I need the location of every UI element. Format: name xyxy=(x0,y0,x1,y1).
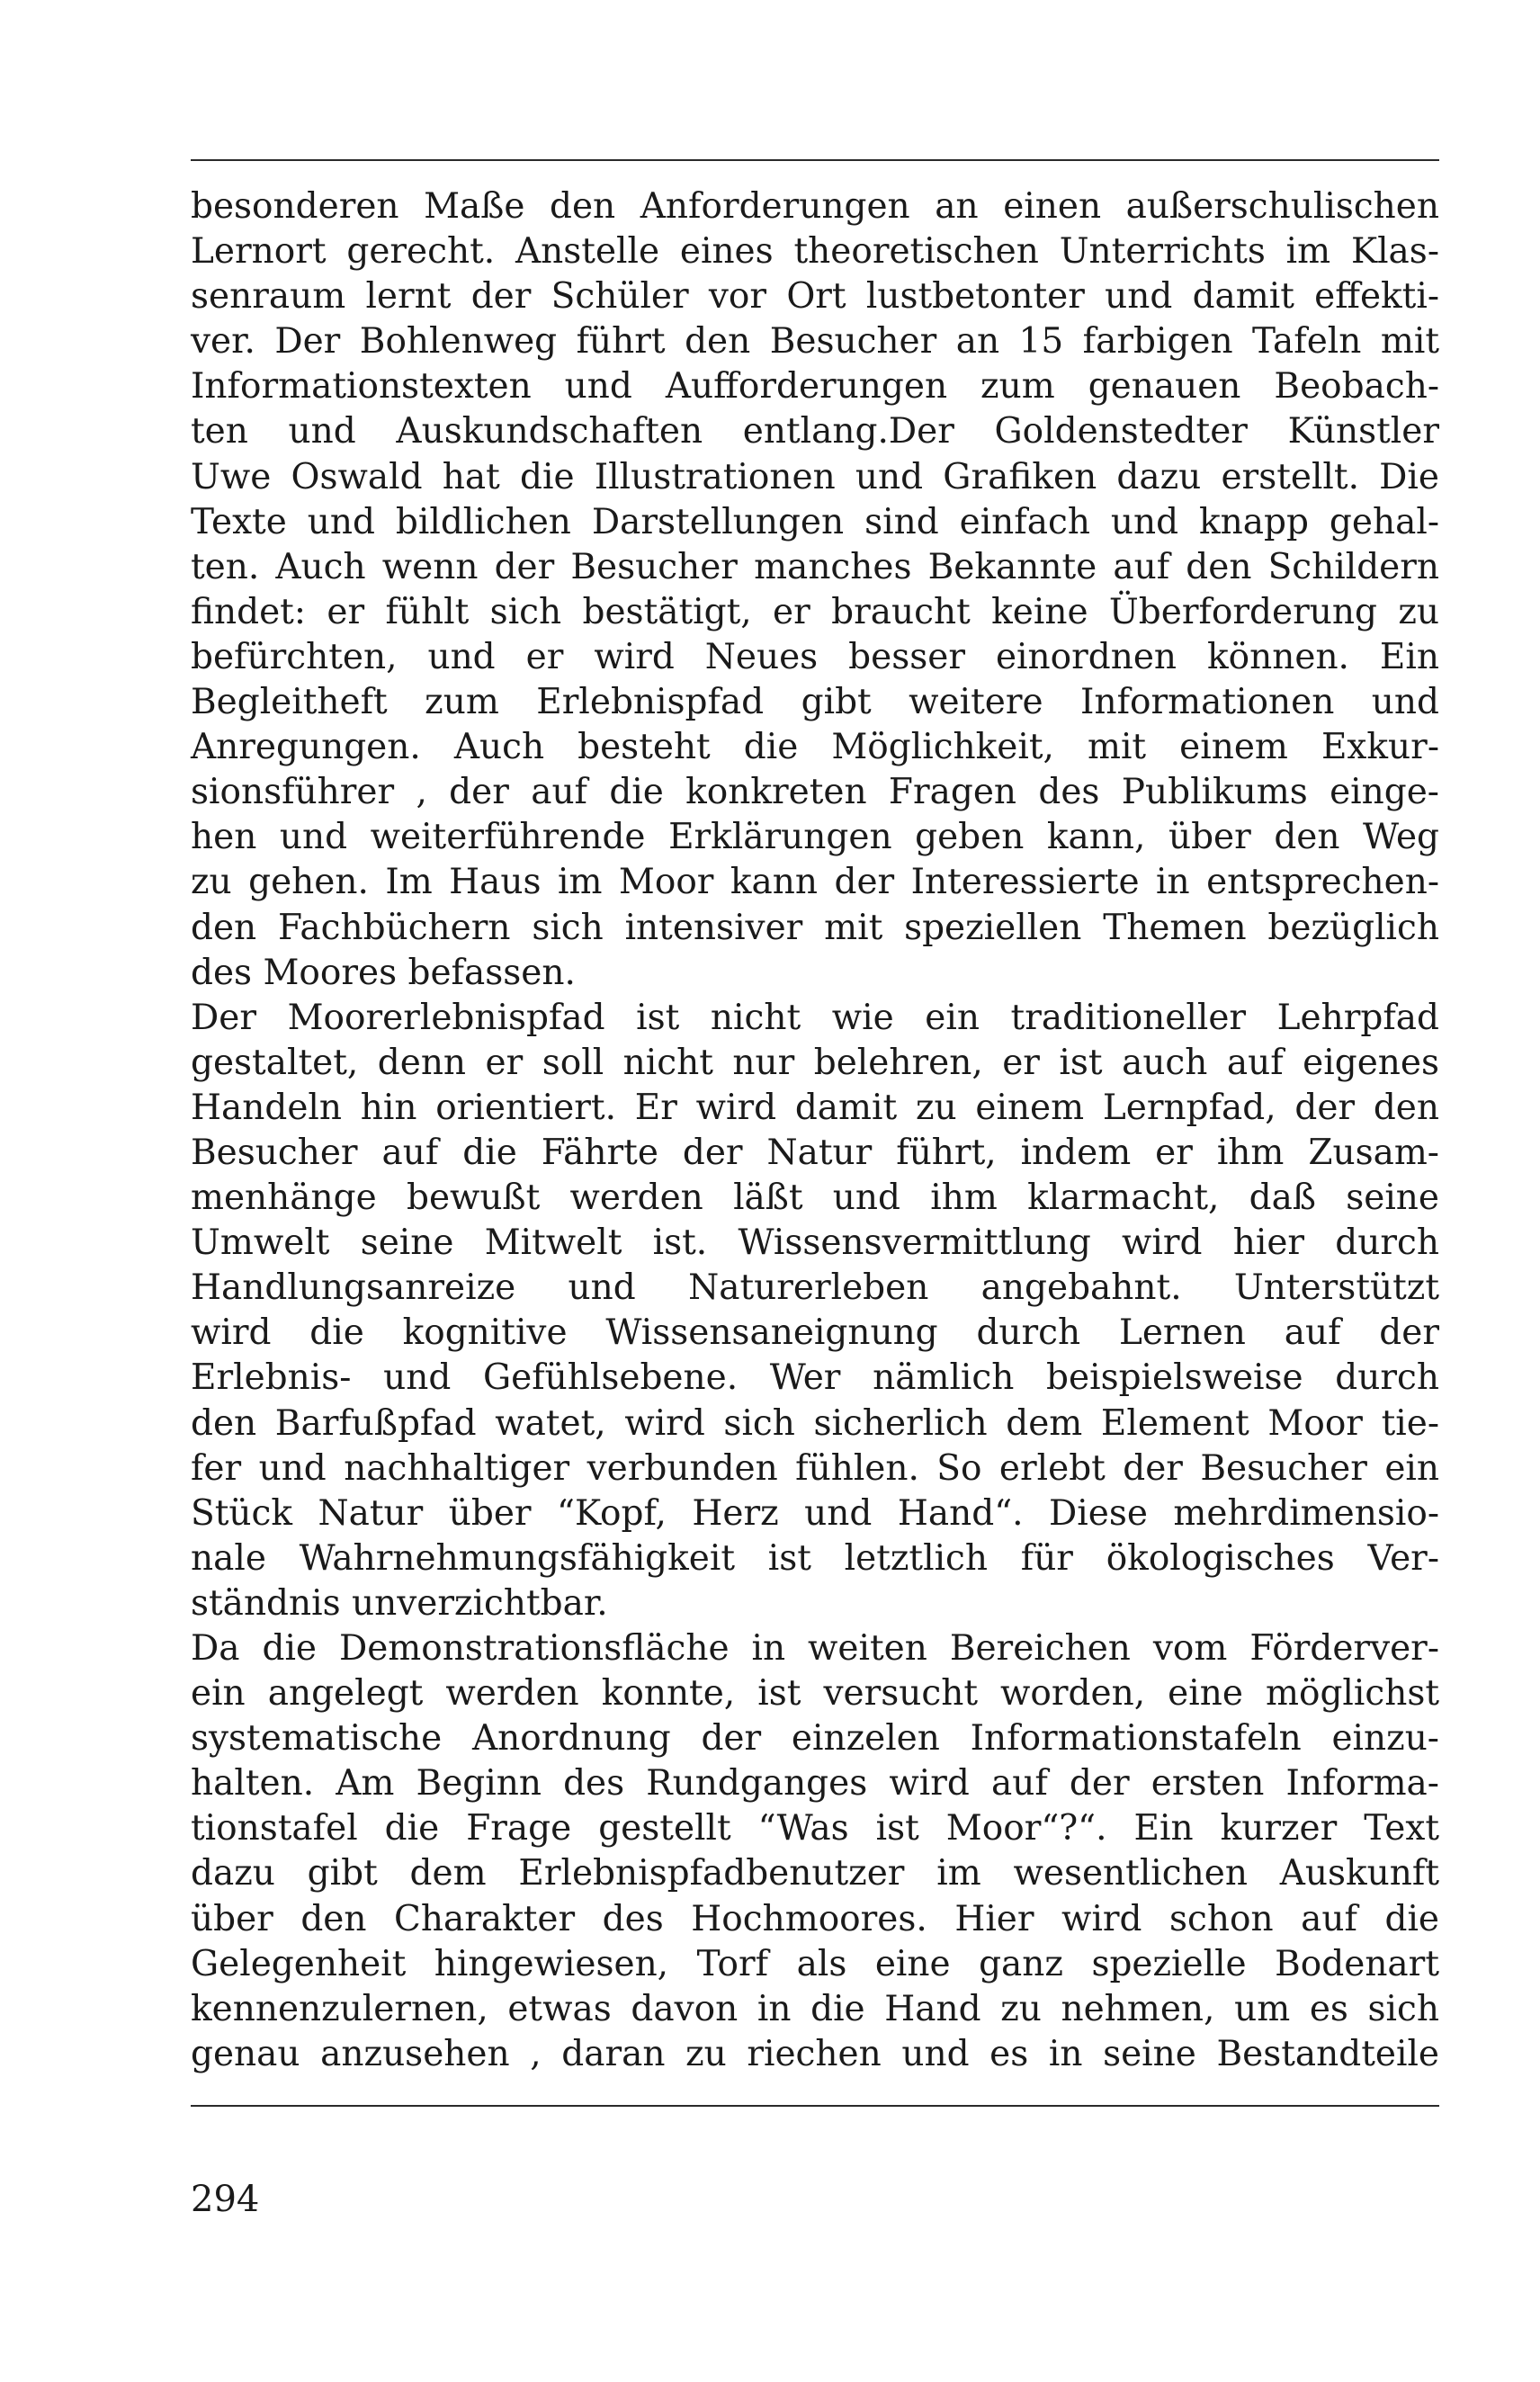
text-line: tionstafel die Frage gestellt “Was ist Moor“?“. Ein kurzer Text xyxy=(191,1808,1439,1849)
text-line: Gelegenheit hingewiesen, Torf als eine ganz spezielle Bodenart xyxy=(191,1943,1439,1984)
text-line: ver. Der Bohlenweg führt den Besucher an 15 farbigen Tafeln mit xyxy=(191,321,1439,363)
text-line: nale Wahrnehmungsfähigkeit ist letztlich für ökologisches Ver- xyxy=(191,1537,1439,1579)
text-line: Informationstexten und Aufforderungen zum genauen Beobach- xyxy=(191,366,1439,407)
text-line: Umwelt seine Mitwelt ist. Wissensvermittlung wird hier durch xyxy=(191,1222,1439,1264)
text-line: ein angelegt werden konnte, ist versucht worden, eine möglichst xyxy=(191,1673,1439,1715)
text-line: kennenzulernen, etwas davon in die Hand zu nehmen, um es sich xyxy=(191,1988,1439,2029)
text-line: hen und weiterführende Erklärungen geben kann, über den Weg xyxy=(191,817,1439,858)
text-line: Handlungsanreize und Naturerleben angebahnt. Unterstützt xyxy=(191,1267,1439,1309)
text-line: findet: er fühlt sich bestätigt, er braucht keine Überforderung zu xyxy=(191,591,1439,632)
text-line: Besucher auf die Fährte der Natur führt, indem er ihm Zusam- xyxy=(191,1132,1439,1173)
text-line: Handeln hin orientiert. Er wird damit zu einem Lernpfad, der den xyxy=(191,1087,1439,1128)
text-line: besonderen Maße den Anforderungen an einen außerschulischen xyxy=(191,186,1439,227)
text-line: wird die kognitive Wissensaneignung durch Lernen auf der xyxy=(191,1312,1439,1354)
text-line: Da die Demonstrationsfläche in weiten Bereichen vom Förderver- xyxy=(191,1628,1439,1669)
text-line: ten. Auch wenn der Besucher manches Bekannte auf den Schildern xyxy=(191,546,1439,587)
page-number: 294 xyxy=(191,2179,260,2220)
text-line: systematische Anordnung der einzelen Informationstafeln einzu- xyxy=(191,1718,1439,1760)
text-line: den Barfußpfad watet, wird sich sicherlich dem Element Moor tie- xyxy=(191,1402,1439,1444)
top-rule xyxy=(191,159,1439,161)
text-line: befürchten, und er wird Neues besser einordnen können. Ein xyxy=(191,636,1439,677)
bottom-rule xyxy=(191,2105,1439,2107)
text-line: über den Charakter des Hochmoores. Hier wird schon auf die xyxy=(191,1898,1439,1939)
text-line: Uwe Oswald hat die Illustrationen und Grafiken dazu erstellt. Die xyxy=(191,456,1439,497)
text-line: zu gehen. Im Haus im Moor kann der Interessierte in entsprechen- xyxy=(191,862,1439,903)
text-line: Lernort gerecht. Anstelle eines theoretischen Unterrichts im Klas- xyxy=(191,231,1439,273)
text-line: Der Moorerlebnispfad ist nicht wie ein traditioneller Lehrpfad xyxy=(191,997,1439,1038)
text-line: ten und Auskundschaften entlang.Der Goldenstedter Künstler xyxy=(191,411,1439,452)
text-line: Anregungen. Auch besteht die Möglichkeit, mit einem Exkur- xyxy=(191,727,1439,768)
text-line: sionsführer , der auf die konkreten Fragen des Publikums einge- xyxy=(191,772,1439,813)
text-line: des Moores befassen. xyxy=(191,952,576,993)
text-line: gestaltet, denn er soll nicht nur belehren, er ist auch auf eigenes xyxy=(191,1042,1439,1083)
text-line: fer und nachhaltiger verbunden fühlen. So erlebt der Besucher ein xyxy=(191,1447,1439,1489)
text-line: den Fachbüchern sich intensiver mit speziellen Themen bezüglich xyxy=(191,907,1439,948)
text-line: Texte und bildlichen Darstellungen sind einfach und knapp gehal- xyxy=(191,501,1439,542)
text-line: genau anzusehen , daran zu riechen und es in seine Bestandteile xyxy=(191,2033,1439,2074)
text-line: Begleitheft zum Erlebnispfad gibt weitere Informationen und xyxy=(191,682,1439,723)
text-line: menhänge bewußt werden läßt und ihm klarmacht, daß seine xyxy=(191,1178,1439,1219)
text-line: senraum lernt der Schüler vor Ort lustbetonter und damit effekti- xyxy=(191,276,1439,318)
text-line: Stück Natur über “Kopf, Herz und Hand“. Diese mehrdimensio- xyxy=(191,1492,1439,1534)
body-text xyxy=(191,184,1439,2077)
text-line: ständnis unverzichtbar. xyxy=(191,1582,608,1624)
text-line: dazu gibt dem Erlebnispfadbenutzer im wesentlichen Auskunft xyxy=(191,1853,1439,1894)
text-line: Erlebnis- und Gefühlsebene. Wer nämlich beispielsweise durch xyxy=(191,1357,1439,1399)
text-line: halten. Am Beginn des Rundganges wird auf der ersten Informa- xyxy=(191,1763,1439,1804)
